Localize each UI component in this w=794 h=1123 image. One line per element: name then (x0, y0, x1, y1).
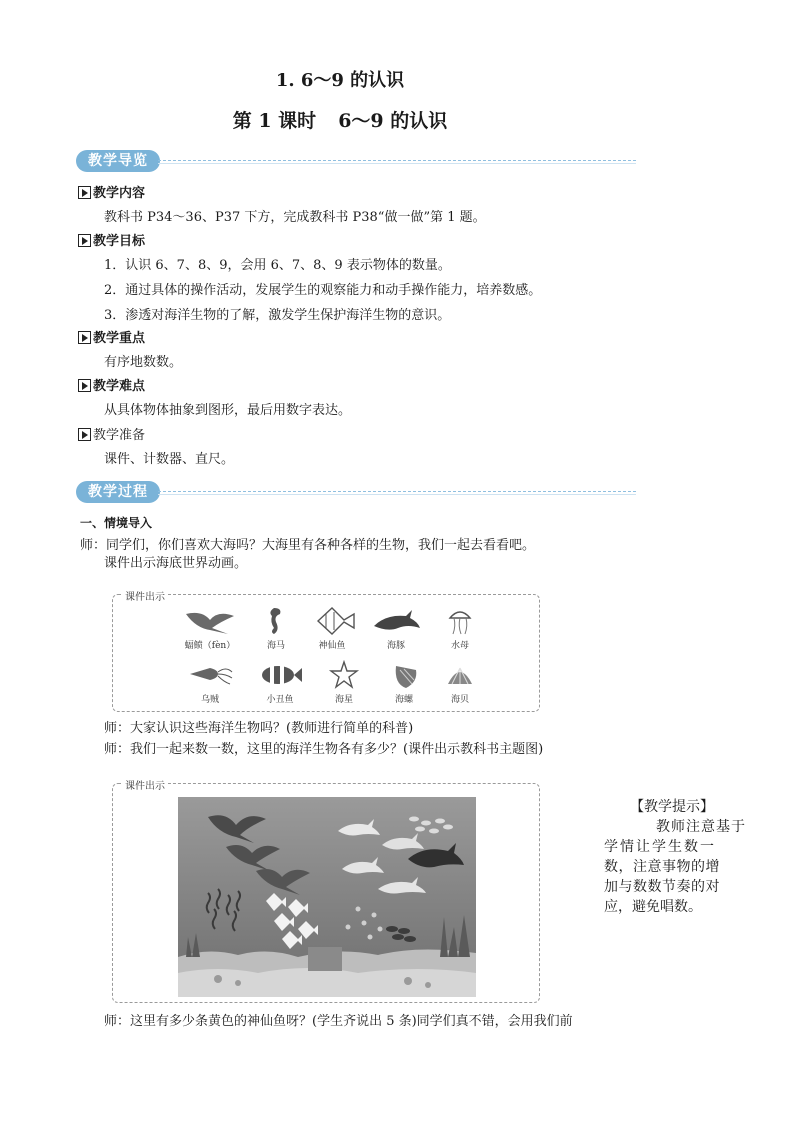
animal-label: 神仙鱼 (318, 641, 346, 651)
goal-item: 2．通过具体的操作活动，发展学生的观察能力和动手操作能力，培养数感。 (104, 283, 542, 298)
section-heading: 教学重点 (93, 331, 146, 346)
play-icon (78, 379, 91, 392)
ocean-scene-image (178, 797, 476, 997)
content-text: 教科书 P34～36、P37 下方，完成教科书 P38“做一做”第 1 题。 (104, 210, 486, 225)
tip-heading: 【教学提示】 (630, 799, 714, 815)
animal-squid (180, 660, 240, 705)
section-key-point (78, 331, 145, 347)
animal-label: 海马 (266, 641, 285, 651)
courseware-tag: 课件出示 (122, 588, 168, 603)
animal-dolphin (366, 606, 426, 651)
animal-label: 海螺 (394, 695, 413, 705)
ocean-scene-illustration (178, 797, 476, 997)
animal-manta-ray (180, 606, 240, 651)
shell-icon (432, 660, 488, 690)
teaching-tip (604, 797, 754, 917)
play-icon (78, 234, 91, 247)
courseware-tag: 课件出示 (122, 777, 168, 792)
jellyfish-icon (432, 606, 488, 636)
animal-label: 海豚 (386, 641, 405, 651)
banner-teaching-guide (76, 150, 636, 172)
tip-line: 教师注意基于 (656, 819, 746, 835)
lesson-title: 1. 6～9 的认识 (275, 70, 405, 91)
lesson-topic: 6～9 的认识 (338, 110, 448, 132)
lesson-subtitle (0, 106, 680, 133)
banner-divider-shadow (158, 163, 636, 164)
animal-jellyfish (430, 606, 490, 651)
difficulty-text: 从具体物体抽象到图形，最后用数字表达。 (104, 403, 352, 418)
play-icon (78, 428, 91, 441)
animal-angelfish (302, 606, 362, 651)
animal-conch (374, 660, 434, 705)
banner-divider (158, 160, 636, 161)
tip-line: 学情让学生数一 (604, 839, 716, 855)
animal-label: 海星 (334, 695, 353, 705)
prep-text: 课件、计数器、直尺。 (104, 452, 235, 467)
section-preparation (78, 428, 145, 444)
animal-clownfish (250, 660, 310, 705)
teacher-line: 师：这里有多少条黄色的神仙鱼呀？(学生齐说出 5 条)同学们真不错，会用我们前 (104, 1014, 573, 1029)
section-heading: 教学内容 (93, 186, 146, 201)
courseware-note: 课件出示海底世界动画。 (104, 556, 248, 571)
animal-label: 小丑鱼 (266, 695, 294, 705)
animal-shell (430, 660, 490, 705)
section-intro-heading: 一、情境导入 (80, 516, 153, 530)
teacher-line: 师：同学们，你们喜欢大海吗？大海里有各种各样的生物，我们一起去看看吧。 (80, 538, 536, 553)
section-teaching-content (78, 186, 145, 202)
banner-teaching-process (76, 481, 636, 503)
animal-seahorse (246, 606, 306, 651)
animal-label: 蝠鲼（fèn） (184, 641, 236, 651)
goal-item: 3．渗透对海洋生物的了解，激发学生保护海洋生物的意识。 (104, 308, 451, 323)
tip-line: 应，避免唱数。 (604, 899, 702, 915)
animal-starfish (314, 660, 374, 705)
animal-label: 海贝 (450, 695, 469, 705)
banner-divider-shadow (158, 494, 636, 495)
section-heading: 教学目标 (93, 234, 146, 249)
starfish-icon (316, 660, 372, 690)
manta-ray-icon (182, 606, 238, 636)
conch-icon (376, 660, 432, 690)
play-icon (78, 186, 91, 199)
banner-label: 教学过程 (76, 481, 160, 503)
teacher-line: 师：大家认识这些海洋生物吗？(教师进行简单的科普) (104, 721, 414, 736)
seahorse-icon (248, 606, 304, 636)
lesson-number: 第 1 课时 (232, 110, 317, 132)
play-icon (78, 331, 91, 344)
angelfish-icon (304, 606, 360, 636)
animal-label: 水母 (450, 641, 469, 651)
banner-label: 教学导览 (76, 150, 160, 172)
section-teaching-goals (78, 234, 145, 250)
squid-icon (182, 660, 238, 690)
dolphin-icon (368, 606, 424, 636)
banner-divider (158, 491, 636, 492)
tip-line: 加与数数节奏的对 (604, 879, 720, 895)
key-text: 有序地数数。 (104, 355, 183, 370)
section-difficulty (78, 379, 145, 395)
clownfish-icon (252, 660, 308, 690)
animal-label: 乌贼 (200, 695, 219, 705)
teacher-line: 师：我们一起来数一数，这里的海洋生物各有多少？(课件出示教科书主题图) (104, 742, 544, 757)
tip-line: 数，注意事物的增 (604, 859, 720, 875)
section-heading: 教学难点 (93, 379, 146, 394)
section-heading: 教学准备 (93, 428, 146, 443)
goal-item: 1．认识 6、7、8、9，会用 6、7、8、9 表示物体的数量。 (104, 258, 451, 273)
